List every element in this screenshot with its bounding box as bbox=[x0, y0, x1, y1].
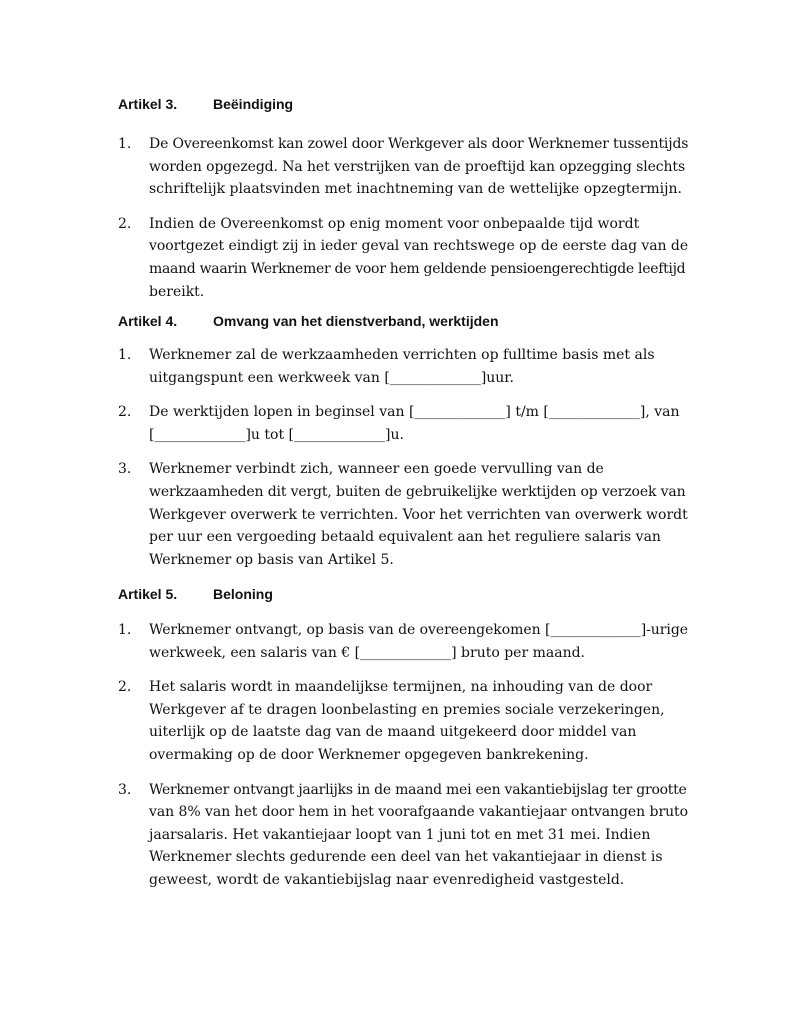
text-line: [_____________]u tot [_____________]u. bbox=[149, 426, 404, 443]
text-line: van 8% van het door hem in het voorafgaande vakantiejaar ontvangen bruto bbox=[149, 804, 689, 821]
text-line: Werkgever overwerk te verrichten. Voor het verrichten van overwerk wordt bbox=[149, 506, 688, 523]
article-3 bbox=[118, 94, 688, 303]
list-item bbox=[118, 344, 688, 389]
text-line: bereikt. bbox=[149, 283, 205, 300]
item-text bbox=[149, 344, 688, 389]
item-text bbox=[149, 133, 688, 201]
item-text bbox=[149, 401, 688, 446]
item-number: 1. bbox=[118, 347, 132, 363]
text-line: Werknemer zal de werkzaamheden verrichten op fulltime basis met als bbox=[149, 347, 655, 363]
list-item bbox=[118, 619, 688, 664]
text-line: schriftelijk plaatsvinden met inachtneming van de wettelijke opzegtermijn. bbox=[149, 181, 682, 198]
text-line: geweest, wordt de vakantiebijslag naar evenredigheid vastgesteld. bbox=[149, 871, 625, 888]
item-text bbox=[149, 779, 688, 892]
list-item bbox=[118, 401, 688, 446]
text-line: Werknemer slechts gedurende een deel van het vakantiejaar in dienst is bbox=[149, 849, 663, 866]
article-4 bbox=[118, 311, 688, 571]
article-number: Artikel 5. bbox=[118, 586, 178, 602]
text-line: De Overeenkomst kan zowel door Werkgever als door Werknemer tussentijds bbox=[149, 136, 689, 152]
text-line: maand waarin Werknemer de voor hem geldende pensioengerechtigde leeftijd bbox=[149, 260, 686, 277]
text-line: Het salaris wordt in maandelijkse termijnen, na inhouding van de door bbox=[149, 679, 653, 696]
list-item bbox=[118, 676, 688, 766]
article-heading bbox=[118, 311, 688, 331]
text-line: voortgezet eindigt zij in ieder geval van rechtswege op de eerste dag van de bbox=[149, 238, 689, 255]
text-line: De werktijden lopen in beginsel van [_____________] t/m [_____________], van bbox=[149, 404, 680, 421]
text-line: jaarsalaris. Het vakantiejaar loopt van 1 juni tot en met 31 mei. Indien bbox=[149, 826, 651, 843]
item-text bbox=[149, 619, 688, 664]
text-line: per uur een vergoeding betaald equivalent aan het reguliere salaris van bbox=[149, 529, 661, 546]
item-number: 2. bbox=[118, 679, 132, 696]
article-title: Beloning bbox=[213, 586, 273, 602]
text-line: Werknemer op basis van Artikel 5. bbox=[149, 551, 394, 568]
article-heading bbox=[118, 584, 688, 604]
article-items bbox=[118, 619, 688, 892]
list-item bbox=[118, 458, 688, 571]
text-line: uiterlijk op de laatste dag van de maand uitgekeerd door middel van bbox=[149, 724, 637, 741]
text-line: overmaking op de door Werknemer opgegeven bankrekening. bbox=[149, 746, 589, 763]
text-line: Werknemer verbindt zich, wanneer een goede vervulling van de bbox=[149, 461, 604, 478]
article-heading bbox=[118, 94, 688, 114]
item-text bbox=[149, 676, 688, 766]
item-number: 1. bbox=[118, 136, 132, 152]
article-items bbox=[118, 344, 688, 571]
text-line: werkweek, een salaris van € [_____________] bruto per maand. bbox=[149, 644, 585, 661]
text-line: Indien de Overeenkomst op enig moment voor onbepaalde tijd wordt bbox=[149, 215, 640, 232]
text-line: uitgangspunt een werkweek van [_____________]uur. bbox=[149, 369, 514, 386]
article-number: Artikel 4. bbox=[118, 313, 178, 329]
article-title: Beëindiging bbox=[213, 96, 294, 112]
article-5 bbox=[118, 584, 688, 892]
item-text bbox=[149, 213, 688, 303]
text-line: Werknemer ontvangt, op basis van de overeengekomen [_____________]-urige bbox=[149, 622, 688, 638]
list-item bbox=[118, 133, 688, 201]
text-line: Werknemer ontvangt jaarlijks in de maand mei een vakantiebijslag ter grootte bbox=[149, 781, 687, 798]
text-line: werkzaamheden dit vergt, buiten de gebruikelijke werktijden op verzoek van bbox=[149, 483, 686, 500]
article-items bbox=[118, 133, 688, 303]
text-line: worden opgezegd. Na het verstrijken van de proeftijd kan opzegging slechts bbox=[149, 158, 686, 175]
list-item bbox=[118, 213, 688, 303]
item-text bbox=[149, 458, 688, 571]
item-number: 2. bbox=[118, 404, 132, 421]
item-number: 3. bbox=[118, 461, 132, 478]
item-number: 3. bbox=[118, 781, 132, 798]
list-item bbox=[118, 779, 688, 892]
item-number: 1. bbox=[118, 622, 132, 638]
text-line: Werkgever af te dragen loonbelasting en premies sociale verzekeringen, bbox=[149, 701, 665, 718]
article-title: Omvang van het dienstverband, werktijden bbox=[213, 313, 499, 329]
article-number: Artikel 3. bbox=[118, 96, 178, 112]
item-number: 2. bbox=[118, 215, 132, 232]
